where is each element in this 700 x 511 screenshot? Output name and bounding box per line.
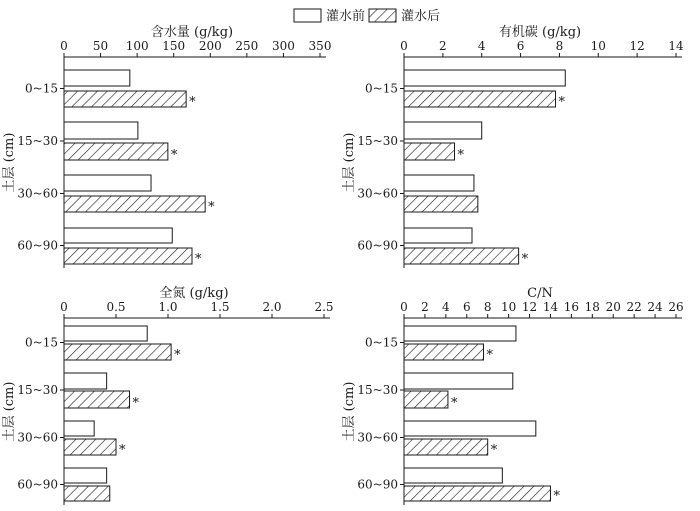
y-tick-label: 60~90	[17, 477, 58, 492]
x-tick-label: 350	[308, 39, 332, 53]
bar-before-30~60	[404, 421, 536, 436]
x-tick-label: 10	[500, 300, 517, 314]
significance-mark: *	[174, 348, 181, 363]
y-axis-label: 土层 (cm)	[342, 381, 357, 442]
chart-panel-1	[1, 24, 331, 268]
bar-after-60~90	[64, 248, 192, 264]
x-tick-label: 1.0	[158, 300, 178, 314]
chart-panel-3	[1, 286, 334, 505]
bar-after-30~60	[404, 196, 478, 212]
legend-swatch-before	[294, 9, 321, 22]
significance-mark: *	[558, 95, 566, 110]
bar-before-60~90	[64, 468, 107, 483]
x-tick-label: 22	[626, 300, 642, 314]
significance-mark: *	[208, 200, 215, 215]
bar-before-30~60	[404, 175, 474, 191]
bar-before-15~30	[404, 122, 482, 139]
bar-before-0~15	[404, 70, 565, 86]
x-tick-label: 12	[521, 300, 538, 314]
x-tick-label: 24	[647, 300, 663, 314]
bar-after-60~90	[64, 486, 110, 501]
x-tick-label: 200	[198, 39, 222, 53]
bar-after-15~30	[64, 143, 168, 160]
significance-mark: *	[189, 95, 196, 110]
x-tick-label: 6	[462, 300, 471, 314]
bar-after-15~30	[404, 143, 455, 160]
x-tick-label: 250	[235, 39, 259, 53]
x-tick-label: 50	[92, 39, 109, 53]
y-tick-label: 15~30	[17, 134, 58, 148]
y-tick-label: 15~30	[357, 383, 398, 397]
y-axis-label: 土层 (cm)	[2, 381, 17, 442]
bar-after-30~60	[64, 196, 205, 212]
x-tick-label: 150	[162, 39, 186, 53]
bar-before-30~60	[64, 421, 94, 436]
y-tick-label: 30~60	[357, 186, 398, 201]
x-tick-label: 0	[60, 39, 68, 53]
x-tick-label: 16	[563, 300, 580, 314]
bar-before-60~90	[404, 468, 502, 483]
y-tick-label: 30~60	[357, 430, 398, 445]
y-tick-label: 30~60	[17, 430, 58, 445]
bar-after-30~60	[64, 439, 116, 455]
significance-mark: *	[553, 489, 560, 504]
y-tick-label: 0~15	[365, 81, 398, 96]
legend-swatch-after	[369, 9, 396, 22]
significance-mark: *	[132, 396, 140, 411]
x-tick-label: 8	[555, 39, 564, 53]
x-tick-label: 12	[629, 39, 645, 53]
significance-mark: *	[119, 443, 126, 458]
x-tick-label: 6	[516, 39, 525, 53]
x-tick-label: 2	[421, 300, 429, 314]
x-tick-label: 10	[590, 39, 606, 53]
bar-before-15~30	[64, 122, 138, 139]
chart-panels	[1, 24, 684, 505]
bar-before-0~15	[64, 70, 130, 86]
legend-label-after: 灌水后	[401, 9, 441, 24]
chart-title: 有机碳 (g/kg)	[498, 25, 582, 40]
x-tick-label: 100	[125, 39, 149, 53]
bar-before-60~90	[404, 228, 472, 243]
x-tick-label: 18	[584, 300, 600, 314]
bar-before-0~15	[64, 326, 147, 341]
y-tick-label: 0~15	[365, 335, 398, 350]
chart-title: C/N	[527, 286, 553, 301]
x-tick-label: 0	[400, 300, 408, 314]
chart-panel-2	[341, 24, 684, 268]
x-tick-label: 2	[439, 39, 447, 53]
x-tick-label: 2.5	[314, 300, 334, 314]
x-tick-label: 26	[668, 300, 684, 314]
bar-before-15~30	[404, 373, 513, 389]
chart-panel-4	[341, 286, 684, 505]
significance-mark: *	[170, 148, 178, 163]
y-tick-label: 15~30	[357, 134, 398, 148]
chart-title: 含水量 (g/kg)	[150, 25, 234, 40]
x-tick-label: 4	[442, 300, 450, 314]
y-axis-label: 土层 (cm)	[2, 132, 17, 193]
bar-before-30~60	[64, 175, 151, 191]
y-tick-label: 30~60	[17, 186, 58, 201]
y-tick-label: 60~90	[357, 238, 398, 253]
bar-after-0~15	[64, 91, 186, 107]
x-tick-label: 20	[605, 300, 621, 314]
x-tick-label: 4	[477, 39, 486, 53]
y-tick-label: 15~30	[17, 383, 58, 397]
bar-before-60~90	[64, 228, 172, 243]
x-tick-label: 1.5	[210, 300, 230, 314]
significance-mark: *	[195, 252, 202, 267]
chart-title: 全氮 (g/kg)	[159, 286, 229, 301]
x-tick-label: 2.0	[262, 300, 282, 314]
bar-before-15~30	[64, 373, 107, 389]
x-tick-label: 14	[542, 300, 559, 314]
significance-mark: *	[457, 148, 465, 163]
y-axis-label: 土层 (cm)	[342, 132, 357, 193]
x-tick-label: 300	[271, 39, 295, 53]
x-tick-label: 0.5	[106, 300, 126, 314]
significance-mark: *	[486, 348, 494, 363]
bar-after-0~15	[404, 91, 556, 107]
significance-mark: *	[450, 396, 458, 411]
y-tick-label: 60~90	[357, 477, 398, 492]
significance-mark: *	[490, 443, 498, 458]
legend-label-before: 灌水前	[326, 9, 366, 24]
bar-after-15~30	[404, 391, 448, 408]
y-tick-label: 0~15	[25, 335, 58, 350]
legend	[294, 8, 440, 24]
x-tick-label: 8	[483, 300, 492, 314]
bar-before-0~15	[404, 326, 516, 341]
significance-mark: *	[521, 252, 529, 267]
bar-after-60~90	[404, 248, 519, 264]
y-tick-label: 60~90	[17, 238, 58, 253]
bar-after-30~60	[404, 439, 488, 455]
x-tick-label: 14	[668, 39, 684, 53]
x-tick-label: 0	[400, 39, 408, 53]
y-tick-label: 0~15	[25, 81, 58, 96]
bar-after-60~90	[404, 486, 550, 501]
bar-after-0~15	[64, 344, 171, 360]
bar-after-0~15	[404, 344, 484, 360]
bar-after-15~30	[64, 391, 130, 408]
x-tick-label: 0	[60, 300, 68, 314]
